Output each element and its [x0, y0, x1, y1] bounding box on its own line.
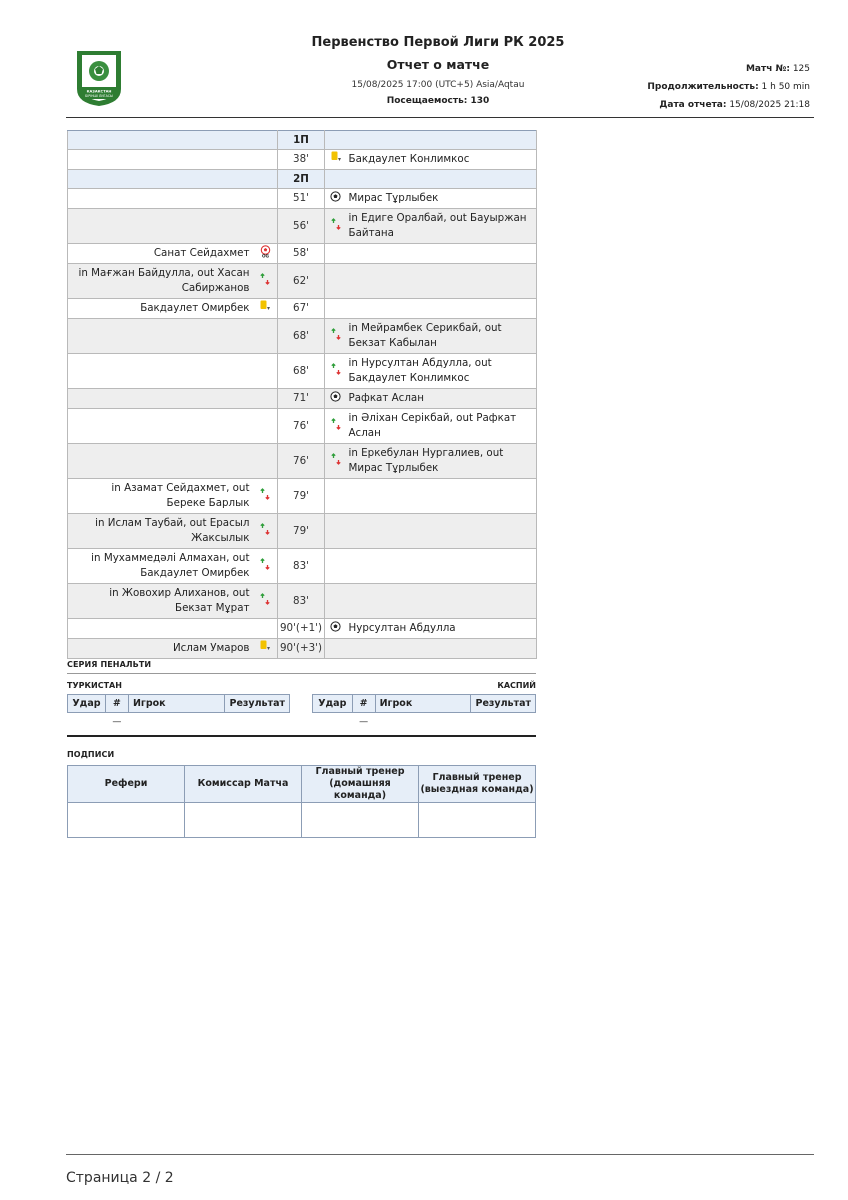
sig-away-coach-box: [419, 803, 536, 838]
event-minute: 68': [278, 319, 325, 354]
home-event-icon-cell: [254, 549, 278, 584]
event-minute: 79': [278, 514, 325, 549]
yellow-card-icon: [330, 151, 342, 168]
away-event-text: [347, 639, 537, 659]
period-row: [68, 131, 537, 150]
away-event-icon-cell: [325, 264, 347, 299]
home-event-icon-cell: [254, 584, 278, 619]
event-row: [68, 409, 537, 444]
away-event-icon-cell: [325, 584, 347, 619]
away-event-text: in Нурсултан Абдулла, out Бакдаулет Конлимкос: [347, 354, 537, 389]
goal-icon: [330, 621, 341, 637]
home-event-text: [68, 619, 254, 639]
event-minute: 90'(+1'): [278, 619, 325, 639]
away-event-text: Рафкат Аслан: [347, 389, 537, 409]
attendance: Посещаемость: 130: [386, 96, 490, 106]
home-event-icon-cell: [254, 479, 278, 514]
away-event-text: [347, 264, 537, 299]
match-number: Матч №: 125: [745, 64, 810, 74]
away-event-text: in Әліхан Серікбай, out Рафкат Аслан: [347, 409, 537, 444]
penalties-home-team: ТУРКИСТАН: [67, 681, 122, 690]
svg-text:БІРІНШІ ЛИГАСЫ: БІРІНШІ ЛИГАСЫ: [85, 94, 113, 98]
penalties-away-table: [312, 694, 536, 731]
col-result: Результат: [471, 695, 536, 713]
home-event-icon-cell: [254, 444, 278, 479]
event-minute: 56': [278, 209, 325, 244]
away-event-icon-cell: [325, 150, 347, 170]
penalties-away-team: КАСПИЙ: [497, 681, 536, 690]
away-event-icon-cell: [325, 299, 347, 319]
col-number: #: [352, 695, 375, 713]
event-minute: 71': [278, 389, 325, 409]
substitution-icon: [330, 418, 342, 435]
event-minute: 76': [278, 444, 325, 479]
sig-commissioner: Комиссар Матча: [185, 766, 302, 803]
event-minute: 83': [278, 549, 325, 584]
col-player: Игрок: [375, 695, 471, 713]
away-event-icon-cell: [325, 639, 347, 659]
signatures-table: [67, 765, 536, 838]
match-datetime: 15/08/2025 17:00 (UTC+5) Asia/Aqtau: [351, 80, 525, 90]
away-event-text: in Едиге Оралбай, out Бауыржан Байтана: [347, 209, 537, 244]
penalties-home-empty: —: [112, 716, 122, 727]
footer-divider: [66, 1154, 814, 1155]
event-minute: 38': [278, 150, 325, 170]
period-right-cell: [325, 131, 537, 150]
away-event-icon-cell: [325, 549, 347, 584]
penalties-home-table: [67, 694, 290, 731]
substitution-icon: [330, 453, 342, 470]
away-event-text: [347, 549, 537, 584]
away-event-text: Бакдаулет Конлимкос: [347, 150, 537, 170]
event-row: [68, 244, 537, 264]
home-event-icon-cell: [254, 514, 278, 549]
home-event-icon-cell: [254, 409, 278, 444]
away-event-text: [347, 244, 537, 264]
home-event-icon-cell: [254, 264, 278, 299]
svg-text:OG: OG: [261, 253, 269, 258]
event-row: [68, 209, 537, 244]
away-event-text: [347, 514, 537, 549]
away-event-icon-cell: [325, 319, 347, 354]
event-row: [68, 299, 537, 319]
substitution-icon: [330, 218, 342, 235]
event-row: [68, 354, 537, 389]
sig-home-coach-box: [302, 803, 419, 838]
away-event-text: Мирас Тұрлыбек: [347, 189, 537, 209]
match-duration: Продолжительность: 1 h 50 min: [647, 82, 810, 92]
substitution-icon: [259, 523, 271, 540]
goal-icon: [330, 391, 341, 407]
event-minute: 76': [278, 409, 325, 444]
away-event-text: [347, 479, 537, 514]
match-meta: [647, 60, 810, 114]
penalties-title: СЕРИЯ ПЕНАЛЬТИ: [67, 660, 152, 669]
sig-referee-box: [68, 803, 185, 838]
col-player: Игрок: [128, 695, 225, 713]
event-row: [68, 264, 537, 299]
event-minute: 83': [278, 584, 325, 619]
away-event-icon-cell: [325, 479, 347, 514]
sig-away-coach: Главный тренер (выездная команда): [419, 766, 536, 803]
away-event-text: [347, 584, 537, 619]
substitution-icon: [330, 328, 342, 345]
home-event-icon-cell: [254, 354, 278, 389]
home-event-text: in Мухаммедәлі Алмахан, out Бакдаулет Омирбек: [68, 549, 254, 584]
home-event-icon-cell: [254, 244, 278, 264]
home-event-text: [68, 319, 254, 354]
away-event-icon-cell: [325, 444, 347, 479]
away-event-icon-cell: [325, 189, 347, 209]
home-event-icon-cell: [254, 189, 278, 209]
home-event-text: [68, 209, 254, 244]
col-number: #: [105, 695, 128, 713]
event-row: [68, 444, 537, 479]
away-event-icon-cell: [325, 514, 347, 549]
away-event-text: in Мейрамбек Серикбай, out Бекзат Кабылан: [347, 319, 537, 354]
away-event-icon-cell: [325, 354, 347, 389]
event-minute: 62': [278, 264, 325, 299]
event-row: [68, 189, 537, 209]
period-left-cell: [68, 131, 278, 150]
away-event-text: in Еркебулан Нургалиев, out Мирас Тұрлыбек: [347, 444, 537, 479]
away-event-icon-cell: [325, 619, 347, 639]
home-event-icon-cell: [254, 639, 278, 659]
report-date: Дата отчета: 15/08/2025 21:18: [659, 100, 810, 110]
col-kick: Удар: [313, 695, 353, 713]
page-number: Страница 2 / 2: [66, 1170, 174, 1186]
col-kick: Удар: [68, 695, 106, 713]
yellow-card-icon: [259, 640, 271, 657]
league-logo: [74, 49, 124, 107]
event-row: [68, 639, 537, 659]
report-subtitle: Отчет о матче: [386, 57, 490, 72]
home-event-text: [68, 189, 254, 209]
sig-home-coach: Главный тренер (домашняя команда): [302, 766, 419, 803]
home-event-icon-cell: [254, 299, 278, 319]
away-event-icon-cell: [325, 209, 347, 244]
event-minute: 68': [278, 354, 325, 389]
event-minute: 90'(+3'): [278, 639, 325, 659]
header-divider: [66, 117, 814, 118]
event-row: [68, 619, 537, 639]
home-event-text: Ислам Умаров: [68, 639, 254, 659]
home-event-icon-cell: [254, 389, 278, 409]
home-event-text: [68, 354, 254, 389]
substitution-icon: [259, 488, 271, 505]
own-goal-icon: [259, 245, 272, 263]
substitution-icon: [259, 273, 271, 290]
home-event-text: Санат Сейдахмет: [68, 244, 254, 264]
period-right-cell: [325, 170, 537, 189]
penalties-bottom-rule: [67, 735, 536, 737]
event-minute: 67': [278, 299, 325, 319]
event-minute: 51': [278, 189, 325, 209]
home-event-text: Бакдаулет Омирбек: [68, 299, 254, 319]
home-event-icon-cell: [254, 150, 278, 170]
penalties-divider: [67, 673, 536, 674]
home-event-text: [68, 150, 254, 170]
home-event-text: in Азамат Сейдахмет, out Береке Барлык: [68, 479, 254, 514]
yellow-card-icon: [259, 300, 271, 317]
home-event-text: [68, 389, 254, 409]
svg-text:КАЗАКСТАН: КАЗАКСТАН: [86, 89, 112, 94]
event-row: [68, 150, 537, 170]
home-event-text: in Мағжан Байдулла, out Хасан Сабиржанов: [68, 264, 254, 299]
substitution-icon: [330, 363, 342, 380]
substitution-icon: [259, 593, 271, 610]
report-title: Первенство Первой Лиги РК 2025: [311, 35, 565, 50]
home-event-text: [68, 444, 254, 479]
col-result: Результат: [225, 695, 290, 713]
sig-referee: Рефери: [68, 766, 185, 803]
period-row: [68, 170, 537, 189]
signatures-title: ПОДПИСИ: [67, 750, 115, 759]
event-row: [68, 479, 537, 514]
event-row: [68, 584, 537, 619]
away-event-icon-cell: [325, 409, 347, 444]
event-row: [68, 514, 537, 549]
event-minute: 79': [278, 479, 325, 514]
event-row: [68, 549, 537, 584]
home-event-icon-cell: [254, 209, 278, 244]
sig-commissioner-box: [185, 803, 302, 838]
event-row: [68, 319, 537, 354]
home-event-icon-cell: [254, 319, 278, 354]
away-event-text: Нурсултан Абдулла: [347, 619, 537, 639]
match-events-table: [67, 130, 537, 659]
event-row: [68, 389, 537, 409]
away-event-text: [347, 299, 537, 319]
event-minute: 58': [278, 244, 325, 264]
away-event-icon-cell: [325, 244, 347, 264]
home-event-text: in Жовохир Алиханов, out Бекзат Мұрат: [68, 584, 254, 619]
period-label: 2П: [278, 170, 325, 189]
home-event-text: [68, 409, 254, 444]
penalties-away-empty: —: [359, 716, 369, 727]
period-left-cell: [68, 170, 278, 189]
home-event-icon-cell: [254, 619, 278, 639]
away-event-icon-cell: [325, 389, 347, 409]
goal-icon: [330, 191, 341, 207]
period-label: 1П: [278, 131, 325, 150]
home-event-text: in Ислам Таубай, out Ерасыл Жаксылык: [68, 514, 254, 549]
substitution-icon: [259, 558, 271, 575]
